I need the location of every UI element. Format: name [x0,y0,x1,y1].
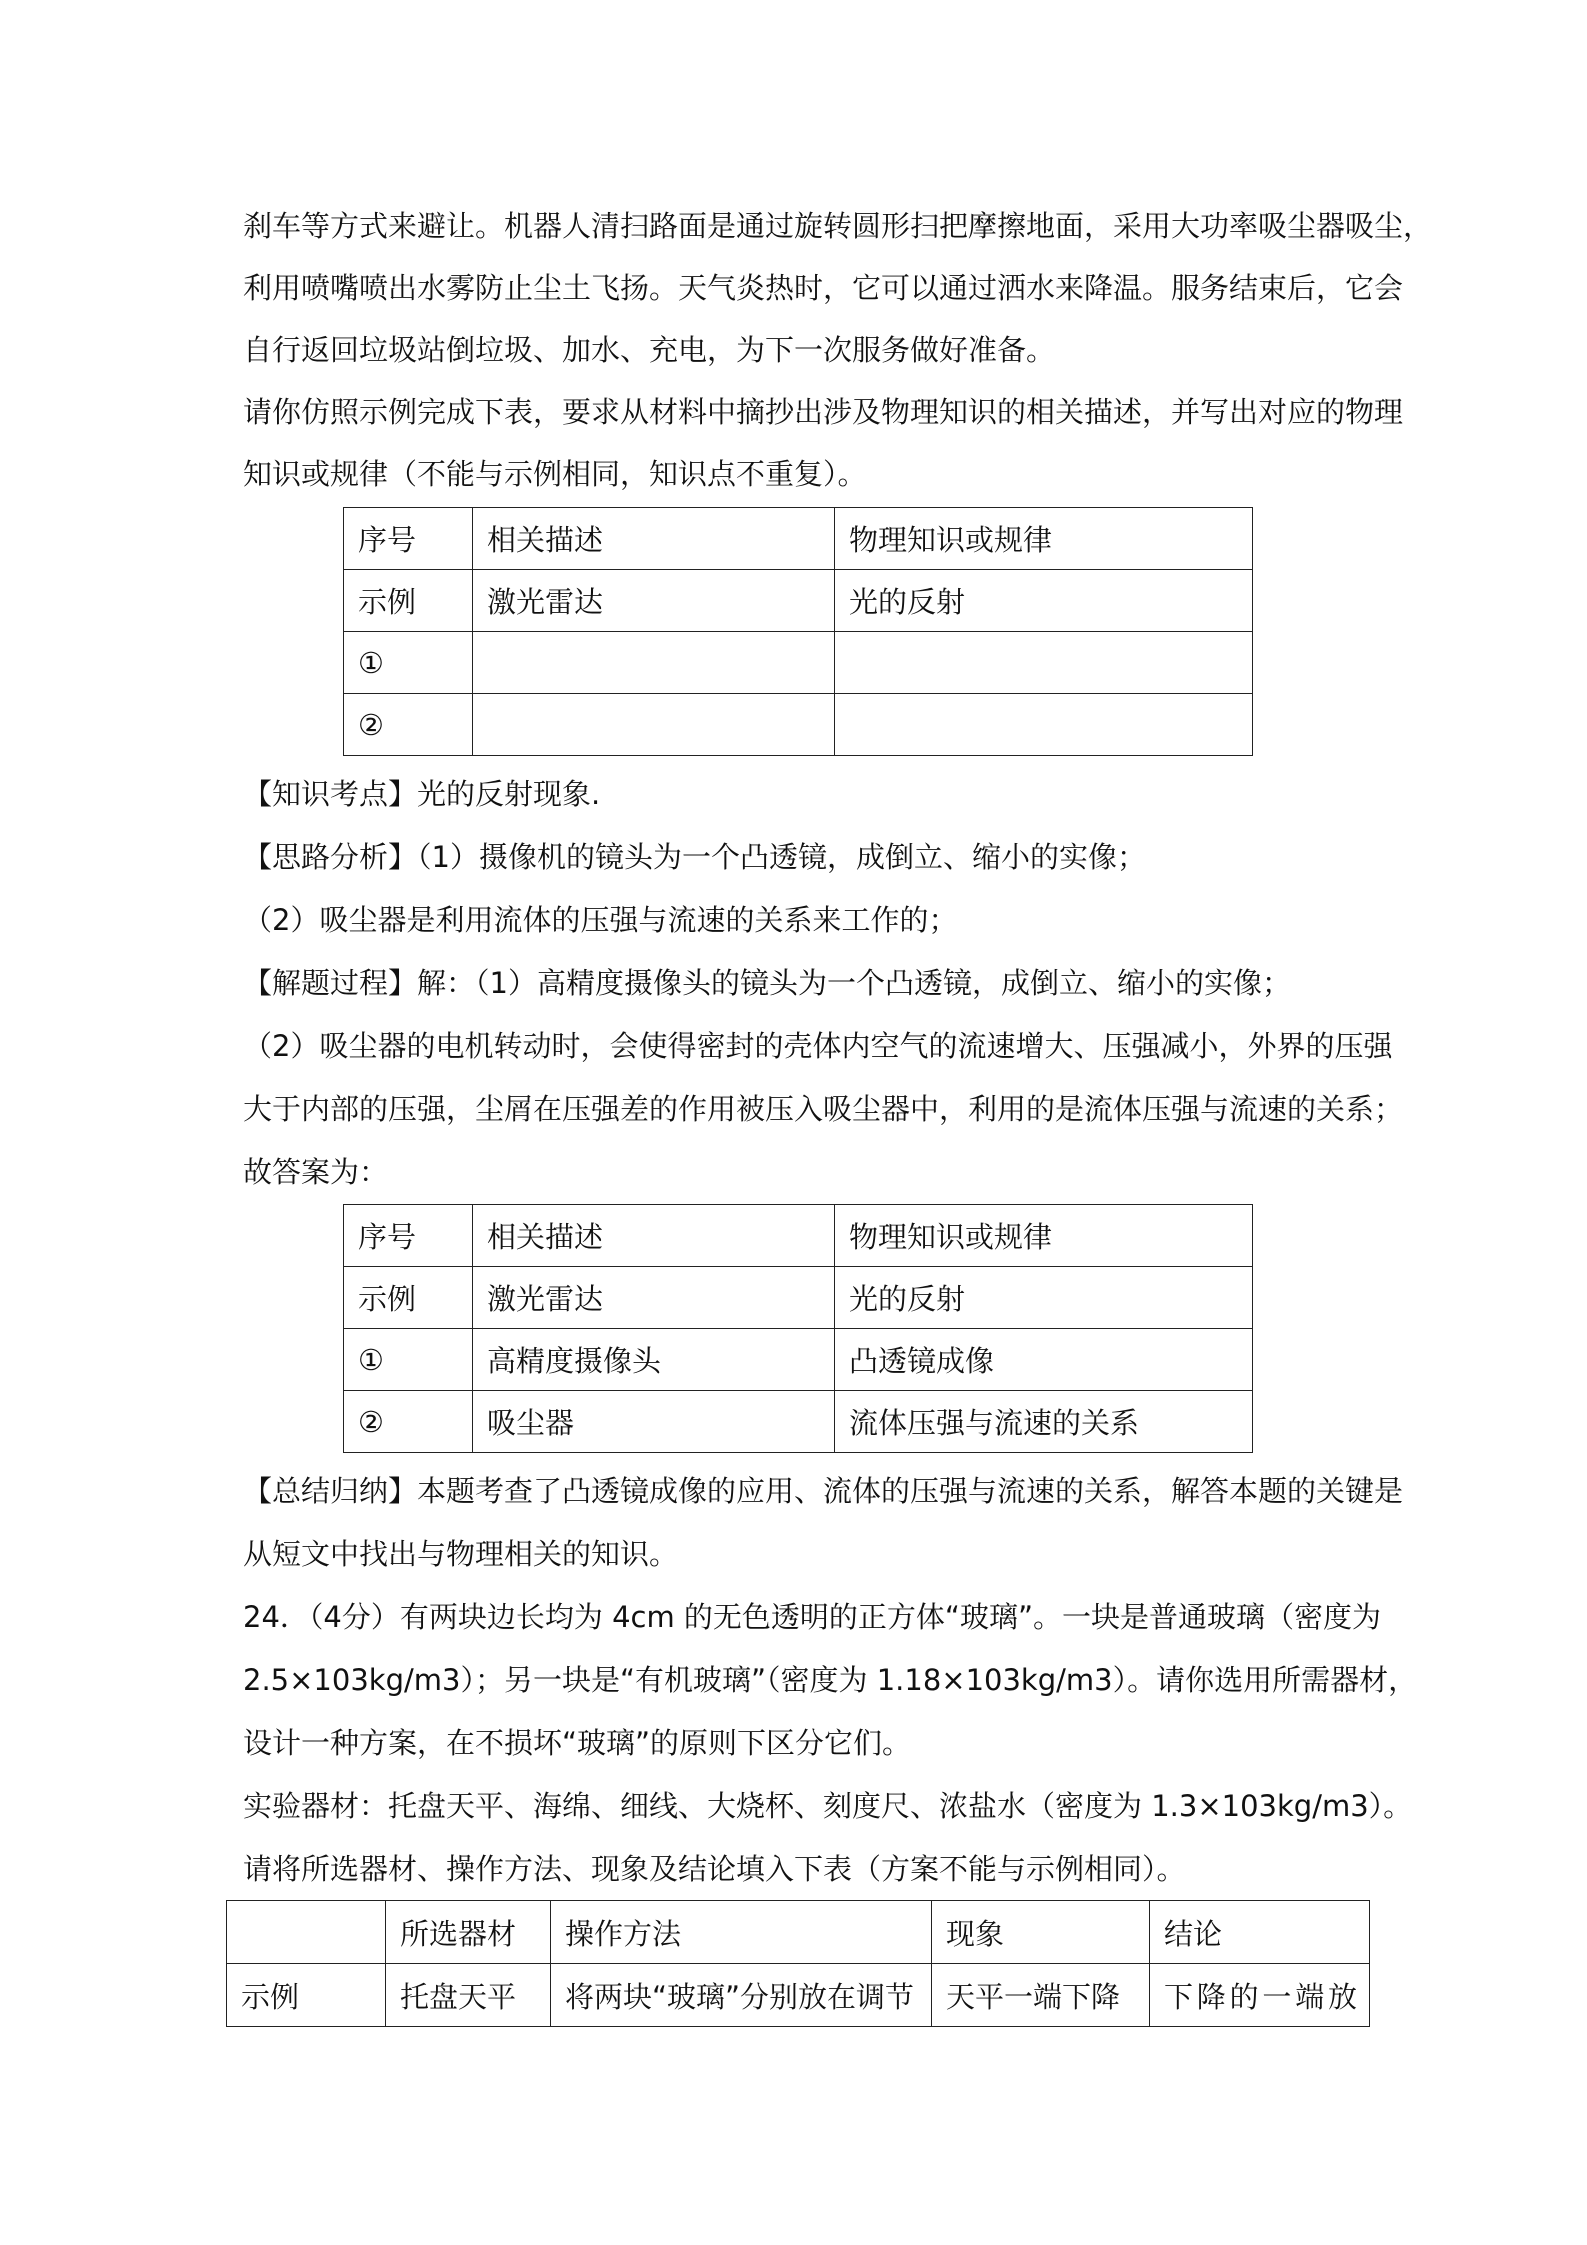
question-line: 24．（4分）有两块边长均为 4cm 的无色透明的正方体“玻璃”。一块是普通玻璃（密度为 [243,1600,1381,1634]
table-header-row [344,1205,1253,1267]
table-header-row [344,508,1253,570]
paragraph-line: 大于内部的压强，尘屑在压强差的作用被压入吸尘器中，利用的是流体压强与流速的关系； [243,1092,1404,1126]
table-cell: 激光雷达 [473,570,835,632]
paragraph-line: 从短文中找出与物理相关的知识。 [243,1537,679,1571]
table-row [344,694,1253,756]
table-header-cell [227,1901,386,1964]
answer-table [343,1204,1253,1453]
table-header-cell: 序号 [344,508,473,570]
question-line: 2.5×103kg/m3）；另一块是“有机玻璃”（密度为 1.18×103kg/m3）。请你选用所需器材， [243,1663,1418,1697]
table-cell: 光的反射 [835,570,1253,632]
paragraph-line: 故答案为： [243,1155,389,1189]
paragraph-line: 请你仿照示例完成下表，要求从材料中摘抄出涉及物理知识的相关描述，并写出对应的物理 [243,395,1404,429]
table-row [344,1267,1253,1329]
table-row [344,1391,1253,1453]
table-cell [473,632,835,694]
paragraph-line: 利用喷嘴喷出水雾防止尘土飞扬。天气炎热时，它可以通过洒水来降温。服务结束后，它会 [243,271,1404,305]
table-header-cell: 现象 [932,1901,1150,1964]
table-cell: 示例 [344,1267,473,1329]
table-cell: ② [344,694,473,756]
table-cell: 光的反射 [835,1267,1253,1329]
paragraph-line: 【总结归纳】本题考查了凸透镜成像的应用、流体的压强与流速的关系，解答本题的关键是 [243,1474,1404,1508]
table-cell: 高精度摄像头 [473,1329,835,1391]
table-cell: 示例 [227,1964,386,2027]
table-cell: 下降的一端放 [1150,1964,1370,2027]
table-header-cell: 结论 [1150,1901,1370,1964]
question-line: 设计一种方案，在不损坏“玻璃”的原则下区分它们。 [243,1726,912,1760]
question-line: 请将所选器材、操作方法、现象及结论填入下表（方案不能与示例相同）。 [243,1852,1186,1886]
table-header-cell: 相关描述 [473,1205,835,1267]
table-cell: 凸透镜成像 [835,1329,1253,1391]
table-cell [835,632,1253,694]
table-cell: 托盘天平 [386,1964,551,2027]
experiment-table [226,1900,1370,2027]
table-cell: 激光雷达 [473,1267,835,1329]
table-cell: 示例 [344,570,473,632]
table-header-cell: 物理知识或规律 [835,1205,1253,1267]
paragraph-line: 自行返回垃圾站倒垃圾、加水、充电，为下一次服务做好准备。 [243,333,1056,367]
table-header-cell: 相关描述 [473,508,835,570]
table-header-cell: 所选器材 [386,1901,551,1964]
table-cell: 吸尘器 [473,1391,835,1453]
table-header-cell: 序号 [344,1205,473,1267]
paragraph-line: 【思路分析】（1）摄像机的镜头为一个凸透镜，成倒立、缩小的实像； [243,840,1146,874]
table-header-cell: 物理知识或规律 [835,508,1253,570]
table-cell: 将两块“玻璃”分别放在调节 [551,1964,932,2027]
table-cell: ① [344,1329,473,1391]
blank-answer-table [343,507,1253,756]
table-cell [835,694,1253,756]
table-cell: 天平一端下降 [932,1964,1150,2027]
paragraph-line: （2）吸尘器的电机转动时，会使得密封的壳体内空气的流速增大、压强减小，外界的压强 [243,1029,1393,1063]
table-cell: ② [344,1391,473,1453]
table-cell: 流体压强与流速的关系 [835,1391,1253,1453]
table-row [344,1329,1253,1391]
paragraph-line: （2）吸尘器是利用流体的压强与流速的关系来工作的； [243,903,958,937]
table-header-row [227,1901,1370,1964]
table-header-cell: 操作方法 [551,1901,932,1964]
table-row [344,632,1253,694]
paragraph-line: 【解题过程】解：（1）高精度摄像头的镜头为一个凸透镜，成倒立、缩小的实像； [243,966,1291,1000]
table-row [227,1964,1370,2027]
paragraph-line: 【知识考点】光的反射现象. [243,777,601,811]
question-line: 实验器材：托盘天平、海绵、细线、大烧杯、刻度尺、浓盐水（密度为 1.3×103kg/m3）。 [243,1789,1413,1823]
table-cell [473,694,835,756]
table-cell: ① [344,632,473,694]
paragraph-line: 知识或规律（不能与示例相同，知识点不重复）。 [243,457,867,491]
table-row [344,570,1253,632]
paragraph-line: 刹车等方式来避让。机器人清扫路面是通过旋转圆形扫把摩擦地面，采用大功率吸尘器吸尘， [243,209,1433,243]
